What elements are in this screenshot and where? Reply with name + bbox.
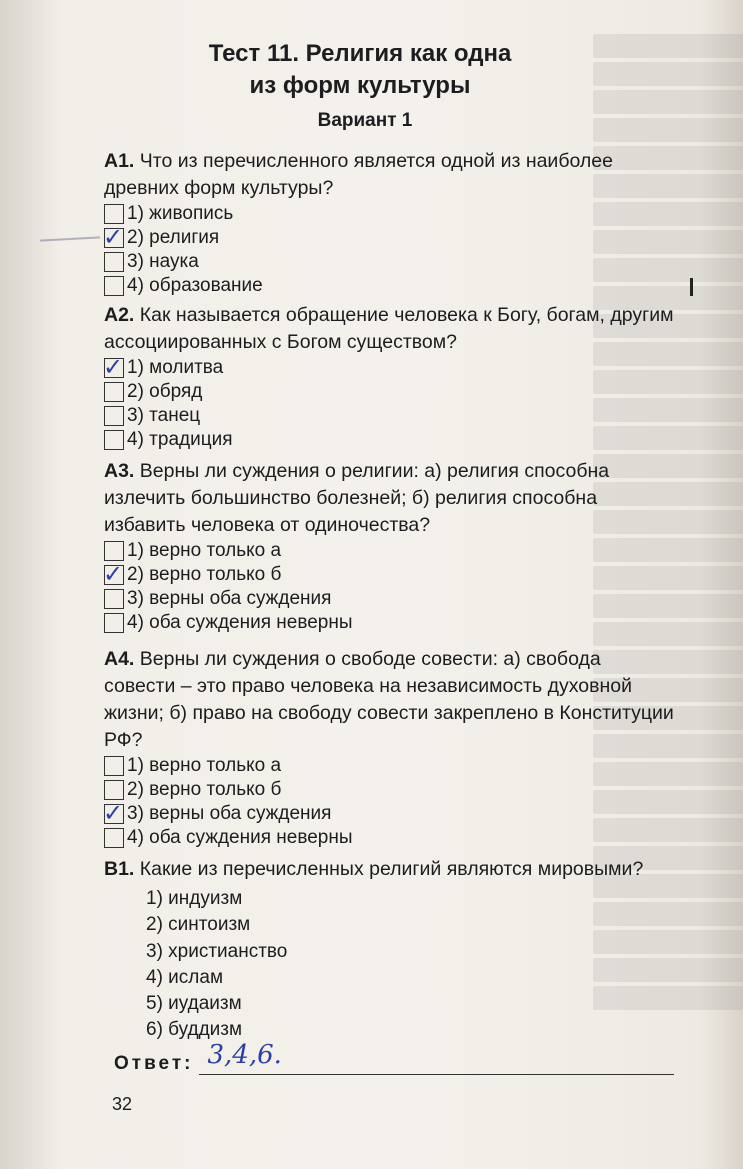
list-item: 5) иудаизм [146, 993, 242, 1015]
checkbox-checked[interactable] [103, 223, 124, 251]
option-item[interactable]: ✓ 2) верно только б [103, 560, 282, 588]
checkbox[interactable] [104, 756, 124, 776]
question-text: А1. Что из перечисленного является одной из наиболее древних форм культуры? [104, 150, 613, 199]
option-item[interactable]: 2) обряд [104, 380, 674, 404]
title-line-1: Тест 11. Религия как одна [208, 40, 512, 67]
option-item[interactable]: 1) верно только а [104, 754, 674, 778]
checkbox[interactable] [104, 430, 124, 450]
page-number: 32 [112, 1094, 133, 1114]
handwritten-answer: 3,4,6. [207, 1040, 282, 1070]
answer-field[interactable] [199, 1040, 674, 1075]
list-item: 6) буддизм [146, 1019, 243, 1041]
checkbox[interactable] [104, 276, 124, 296]
question-a1 [104, 148, 674, 298]
option-item[interactable]: 1) живопись [104, 202, 674, 226]
option-item[interactable]: 2) верно только б [104, 778, 674, 802]
checkbox[interactable] [104, 613, 124, 633]
checkbox[interactable] [104, 589, 124, 609]
question-a2 [104, 302, 674, 452]
question-number: А2. [104, 304, 135, 326]
answer-row [114, 1040, 674, 1075]
question-number: А3. [104, 460, 135, 482]
checkbox[interactable] [104, 828, 124, 848]
question-text: А3. Верны ли суждения о религии: а) религия способна излечить большинство болезней; б) религия способна избавить человека от одиночества? [104, 460, 610, 536]
checkbox[interactable] [104, 382, 124, 402]
variant-heading: Вариант 1 [317, 110, 413, 131]
checkbox[interactable] [104, 406, 124, 426]
check-mark-icon: ✓ [103, 353, 124, 381]
option-item[interactable]: ✓ 1) молитва [103, 353, 224, 381]
checkbox[interactable] [104, 780, 124, 800]
check-mark-icon: ✓ [103, 560, 124, 588]
list-item: 2) синтоизм [146, 914, 251, 936]
answer-label: Ответ: [114, 1053, 194, 1074]
option-item[interactable]: 4) образование [104, 274, 674, 298]
margin-pen-mark [690, 278, 693, 296]
check-mark-icon: ✓ [103, 799, 124, 827]
list-item: 3) христианство [146, 940, 288, 962]
question-number: А1. [104, 150, 135, 172]
question-a3 [104, 458, 674, 635]
question-text: Какие из перечисленных религий являются мировыми? [139, 858, 644, 880]
option-item[interactable]: 4) традиция [104, 428, 674, 452]
pen-stroke-mark [40, 236, 100, 241]
checkbox[interactable] [104, 252, 124, 272]
options-list [104, 202, 674, 298]
checkbox-checked[interactable] [103, 353, 124, 381]
option-item[interactable]: 4) оба суждения неверны [104, 826, 674, 850]
b1-items-list [146, 886, 287, 1044]
question-b1 [104, 858, 684, 881]
check-mark-icon: ✓ [103, 223, 124, 251]
option-item[interactable]: 3) наука [104, 250, 674, 274]
checkbox-checked[interactable] [103, 799, 124, 827]
options-list [104, 754, 674, 850]
option-item[interactable]: 1) верно только а [104, 539, 674, 563]
options-list [104, 539, 674, 635]
page-title [150, 38, 570, 102]
option-item[interactable]: 3) верны оба суждения [104, 587, 674, 611]
option-item[interactable]: ✓ 2) религия [103, 223, 220, 251]
question-number: А4. [104, 648, 135, 670]
question-text: А2. Как называется обращение человека к Богу, богам, другим ассоциированных с Богом существом? [104, 304, 674, 353]
question-number: В1. [104, 858, 135, 880]
checkbox-checked[interactable] [103, 560, 124, 588]
option-item[interactable]: 3) танец [104, 404, 674, 428]
question-text: А4. Верны ли суждения о свободе совести: а) свобода совести – это право человека на независимость духовной жизни; б) право на свободу совести закреплено в Конституции РФ? [104, 648, 674, 751]
question-a4 [104, 646, 674, 850]
title-line-2: из форм культуры [249, 72, 471, 99]
list-item: 1) индуизм [146, 888, 243, 909]
checkbox[interactable] [104, 541, 124, 561]
list-item: 4) ислам [146, 966, 224, 988]
option-item[interactable]: 4) оба суждения неверны [104, 611, 674, 635]
checkbox[interactable] [104, 204, 124, 224]
options-list [103, 353, 674, 452]
option-item[interactable]: ✓ 3) верны оба суждения [103, 799, 332, 827]
